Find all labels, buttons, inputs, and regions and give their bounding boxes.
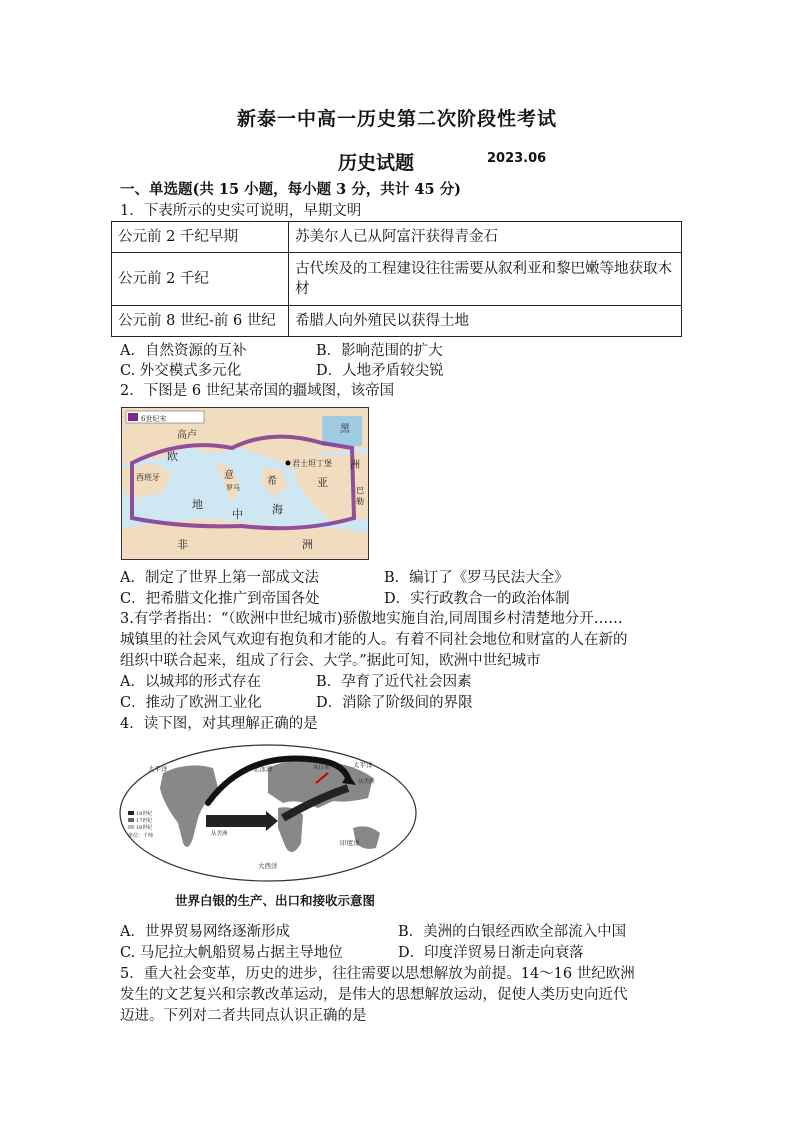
q1-option-b[interactable]: B．影响范围的扩大 bbox=[316, 343, 443, 359]
q2-option-b[interactable]: B．编订了《罗马民法大全》 bbox=[384, 570, 569, 586]
map-label: 地 bbox=[192, 498, 203, 511]
map-label: 从美洲 bbox=[358, 779, 375, 785]
map-caption: 世界白银的生产、出口和接收示意图 bbox=[175, 893, 376, 908]
map-label: 意 bbox=[224, 470, 234, 481]
q4-option-c[interactable]: C. 马尼拉大帆船贸易占据主导地位 bbox=[120, 945, 343, 961]
map-label: 大西洋 bbox=[258, 862, 278, 870]
silver-flow-bar-atlantic bbox=[206, 815, 266, 827]
map-label: 高卢 bbox=[177, 430, 197, 441]
q3-option-d[interactable]: D．消除了阶级间的界限 bbox=[316, 695, 473, 711]
q5-line-3: 迈进。下列对二者共同点认识正确的是 bbox=[120, 1008, 367, 1024]
q1-option-c[interactable]: C. 外交模式多元化 bbox=[120, 363, 242, 379]
map-label: 从美洲 bbox=[211, 831, 228, 837]
table-cell: 苏美尔人已从阿富汗获得青金石 bbox=[289, 222, 682, 253]
map-label: 中 bbox=[232, 508, 243, 521]
empire-map bbox=[121, 407, 369, 560]
map-label: 北冰洋 bbox=[253, 765, 273, 773]
table-cell: 公元前 2 千纪 bbox=[112, 253, 289, 306]
q4-option-b[interactable]: B．美洲的白银经西欧全部流入中国 bbox=[398, 924, 627, 940]
legend-swatch bbox=[128, 413, 138, 421]
map-label: 欧 bbox=[167, 450, 178, 463]
legend-unit: 单位：千吨 bbox=[128, 833, 154, 839]
q2-option-a[interactable]: A．制定了世界上第一部成文法 bbox=[120, 570, 319, 586]
map-label: 西班牙 bbox=[136, 473, 160, 482]
map-label: 太平洋 bbox=[353, 761, 373, 769]
q3-option-b[interactable]: B．孕育了近代社会因素 bbox=[316, 674, 472, 690]
q5-line-1: 5．重大社会变革，历史的进步，往往需要以思想解放为前提。14～16 世纪欧洲 bbox=[120, 966, 635, 982]
table-cell: 公元前 8 世纪-前 6 世纪 bbox=[112, 306, 289, 337]
q2-stem: 2．下图是 6 世纪某帝国的疆域图，该帝国 bbox=[120, 383, 395, 399]
q4-option-a[interactable]: A．世界贸易网络逐渐形成 bbox=[120, 924, 290, 940]
legend-text: 16世纪 bbox=[136, 825, 153, 831]
legend-swatch bbox=[128, 811, 134, 815]
q4-stem: 4．读下图，对其理解正确的是 bbox=[120, 716, 318, 732]
q4-option-d[interactable]: D．印度洋贸易日渐走向衰落 bbox=[398, 945, 584, 961]
legend-swatch bbox=[128, 818, 134, 822]
table-row bbox=[112, 222, 682, 253]
table-cell: 公元前 2 千纪早期 bbox=[112, 222, 289, 253]
table-row bbox=[112, 253, 682, 306]
legend-text: 18世纪 bbox=[136, 811, 153, 817]
map-label: 黑 bbox=[340, 424, 350, 435]
legend-swatch bbox=[128, 825, 134, 829]
q2-option-c[interactable]: C．把希腊文化推广到帝国各处 bbox=[120, 591, 320, 607]
map-label: 罗马 bbox=[226, 484, 240, 492]
q2-option-d[interactable]: D．实行政教合一的政治体制 bbox=[384, 591, 570, 607]
q1-option-a[interactable]: A．自然资源的互补 bbox=[120, 343, 247, 359]
map-label: 从日本 bbox=[313, 765, 330, 771]
map-legend-text: 6世纪末 bbox=[141, 415, 167, 423]
q5-line-2: 发生的文艺复兴和宗教改革运动，是伟大的思想解放运动，促使人类历史向近代 bbox=[120, 987, 628, 1003]
map-label: 洲 bbox=[350, 460, 360, 471]
map-label: 勒 bbox=[356, 497, 364, 506]
map-label: 希 bbox=[267, 476, 277, 487]
q1-stem: 1．下表所示的史实可说明，早期文明 bbox=[120, 203, 362, 219]
q3-option-c[interactable]: C．推动了欧洲工业化 bbox=[120, 695, 262, 711]
exam-date: 2023.06 bbox=[487, 151, 547, 166]
map-label: 非 bbox=[177, 538, 188, 551]
legend-text: 17世纪 bbox=[136, 818, 153, 824]
map-label: 印度洋 bbox=[340, 839, 360, 847]
map-label: 太平洋 bbox=[148, 765, 168, 773]
map-label: 君士坦丁堡 bbox=[292, 459, 332, 468]
table-cell: 古代埃及的工程建设往往需要从叙利亚和黎巴嫩等地获取木材 bbox=[289, 253, 682, 306]
silver-flow-map-graphic bbox=[118, 743, 418, 883]
table-row bbox=[112, 306, 682, 337]
map-label: 亚 bbox=[317, 476, 328, 489]
table-cell: 希腊人向外殖民以获得土地 bbox=[289, 306, 682, 337]
map-label: 美洲 bbox=[215, 797, 227, 803]
map-label: 洲 bbox=[302, 538, 313, 551]
silver-flow-map bbox=[118, 743, 418, 883]
empire-map-graphic bbox=[122, 408, 368, 559]
q1-table bbox=[111, 221, 682, 337]
q3-line-1: 3.有学者指出：“（欧洲中世纪城市)骄傲地实施自治,同周围乡村清楚地分开…… bbox=[120, 611, 623, 627]
page-title: 新泰一中高一历史第二次阶段性考试 bbox=[236, 108, 557, 130]
q3-option-a[interactable]: A．以城邦的形式存在 bbox=[120, 674, 261, 690]
map-label: 海 bbox=[272, 503, 283, 516]
section-heading: 一、单选题(共 15 小题，每小题 3 分，共计 45 分) bbox=[120, 181, 461, 198]
constantinople-marker bbox=[286, 461, 291, 466]
page-subtitle: 历史试题 bbox=[338, 152, 415, 174]
q3-line-3: 组织中联合起来，组成了行会、大学。”据此可知，欧洲中世纪城市 bbox=[120, 653, 541, 669]
q3-line-2: 城镇里的社会风气欢迎有抱负和才能的人。有着不同社会地位和财富的人在新的 bbox=[120, 632, 628, 648]
map-label: 巴 bbox=[356, 486, 364, 495]
q1-option-d[interactable]: D．人地矛盾较尖锐 bbox=[316, 363, 444, 379]
